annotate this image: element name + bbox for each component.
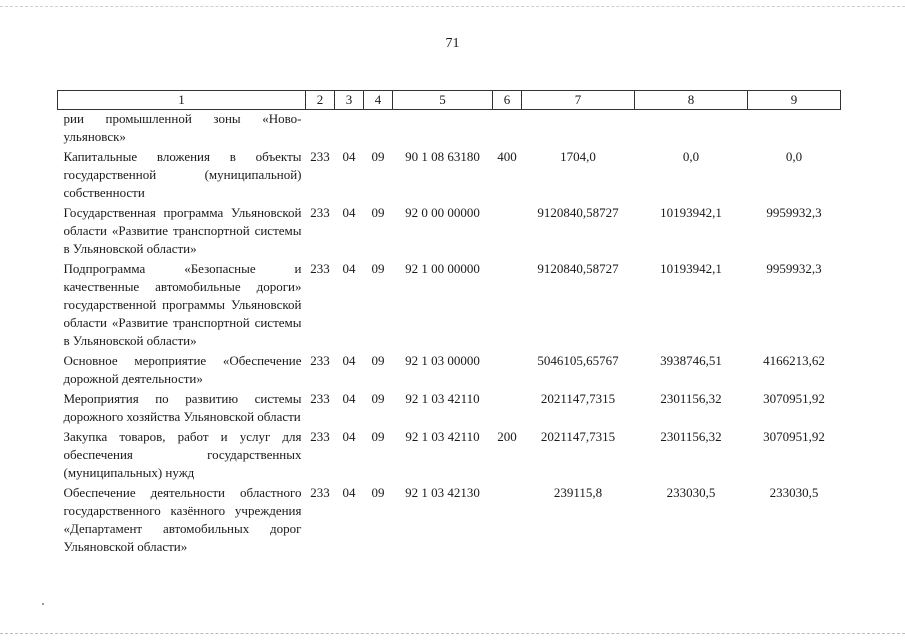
row-name: Государственная программа Ульяновской области «Развитие транспортной системы в Ульяновской области» [63, 205, 302, 256]
cell-col7 [522, 110, 635, 149]
cell-col7: 5046105,65767 [537, 353, 619, 368]
cell-col3: 04 [342, 261, 356, 276]
cell-col2 [306, 110, 335, 149]
row-name: рии промышленной зоны «Ново-ульяновск» [63, 111, 302, 144]
table-row [58, 428, 841, 484]
budget-table [57, 90, 841, 558]
cell-col8: 0,0 [682, 149, 700, 164]
column-header: 3 [335, 91, 364, 110]
page-number: 71 [445, 36, 460, 51]
cell-col9: 3070951,92 [763, 391, 825, 406]
cell-col7: 1704,0 [560, 149, 596, 164]
cell-col4: 09 [371, 485, 385, 500]
cell-col8 [635, 110, 748, 149]
cell-col3: 04 [342, 353, 356, 368]
table-row [58, 390, 841, 428]
cell-col6 [493, 260, 522, 352]
cell-col3: 04 [342, 429, 356, 444]
cell-col7: 9120840,58727 [537, 261, 619, 276]
cell-col7: 2021147,7315 [540, 429, 616, 444]
column-header: 1 [58, 91, 306, 110]
cell-col2: 233 [310, 391, 330, 406]
cell-col9: 233030,5 [769, 485, 819, 500]
cell-col3 [335, 110, 364, 149]
row-name: Основное мероприятие «Обеспечение дорожной деятельности» [63, 353, 302, 386]
cell-col8: 2301156,32 [660, 429, 722, 444]
row-name: Капитальные вложения в объекты государственной (муниципальной) собственности [63, 149, 302, 200]
cell-col3: 04 [342, 149, 356, 164]
cell-col8: 10193942,1 [660, 261, 722, 276]
cell-col4: 09 [371, 353, 385, 368]
column-header: 7 [522, 91, 635, 110]
cell-col6: 400 [497, 149, 517, 164]
cell-col5: 92 1 03 42110 [405, 391, 480, 406]
cell-col9: 0,0 [785, 149, 803, 164]
table-row [58, 204, 841, 260]
cell-col6: 200 [497, 429, 517, 444]
column-header: 9 [748, 91, 841, 110]
cell-col2: 233 [310, 353, 330, 368]
cell-col6 [493, 390, 522, 428]
table-header-row [58, 91, 841, 110]
cell-col2: 233 [310, 485, 330, 500]
table-row [58, 352, 841, 390]
cell-col5: 92 1 03 42110 [405, 429, 480, 444]
cell-col9: 3070951,92 [763, 429, 825, 444]
cell-col7: 239115,8 [553, 485, 603, 500]
cell-col7: 2021147,7315 [540, 391, 616, 406]
cell-col4: 09 [371, 391, 385, 406]
cell-col8: 233030,5 [666, 485, 716, 500]
row-name: Подпрограмма «Безопасные и качественные автомобильные дороги» государственной программы Ульяновской области «Развитие транспортной системы в Ульяновской области» [63, 261, 302, 348]
cell-col5: 92 1 00 00000 [405, 261, 480, 276]
cell-col9 [748, 110, 841, 149]
row-name: Обеспечение деятельности областного государственного казённого учреждения «Департамент автомобильных дорог Ульяновской области» [63, 485, 302, 554]
cell-col4: 09 [371, 205, 385, 220]
cell-col5: 92 0 00 00000 [405, 205, 480, 220]
cell-col8: 2301156,32 [660, 391, 722, 406]
table-row [58, 260, 841, 352]
cell-col7: 9120840,58727 [537, 205, 619, 220]
cell-col8: 10193942,1 [660, 205, 722, 220]
cell-col4 [364, 110, 393, 149]
scan-speck [42, 603, 44, 605]
scan-bottom-edge [0, 633, 905, 634]
cell-col6 [493, 110, 522, 149]
cell-col5: 90 1 08 63180 [405, 149, 480, 164]
cell-col4: 09 [371, 149, 385, 164]
column-header: 6 [493, 91, 522, 110]
cell-col5 [393, 110, 493, 149]
column-header: 8 [635, 91, 748, 110]
cell-col9: 9959932,3 [766, 261, 822, 276]
column-header: 5 [393, 91, 493, 110]
cell-col6 [493, 484, 522, 558]
cell-col4: 09 [371, 261, 385, 276]
cell-col3: 04 [342, 391, 356, 406]
cell-col2: 233 [310, 149, 330, 164]
column-header: 4 [364, 91, 393, 110]
cell-col6 [493, 204, 522, 260]
cell-col9: 9959932,3 [766, 205, 822, 220]
cell-col3: 04 [342, 485, 356, 500]
cell-col2: 233 [310, 429, 330, 444]
row-name: Мероприятия по развитию системы дорожного хозяйства Ульяновской области [63, 391, 302, 424]
table-row [58, 110, 841, 149]
cell-col5: 92 1 03 00000 [405, 353, 480, 368]
cell-col5: 92 1 03 42130 [405, 485, 480, 500]
column-header: 2 [306, 91, 335, 110]
row-name: Закупка товаров, работ и услуг для обеспечения государственных (муниципальных) нужд [63, 429, 302, 480]
table-row [58, 484, 841, 558]
cell-col3: 04 [342, 205, 356, 220]
cell-col4: 09 [371, 429, 385, 444]
table-row [58, 148, 841, 204]
cell-col9: 4166213,62 [763, 353, 825, 368]
cell-col6 [493, 352, 522, 390]
cell-col2: 233 [310, 205, 330, 220]
cell-col2: 233 [310, 261, 330, 276]
cell-col8: 3938746,51 [660, 353, 722, 368]
scan-top-edge [0, 6, 905, 7]
